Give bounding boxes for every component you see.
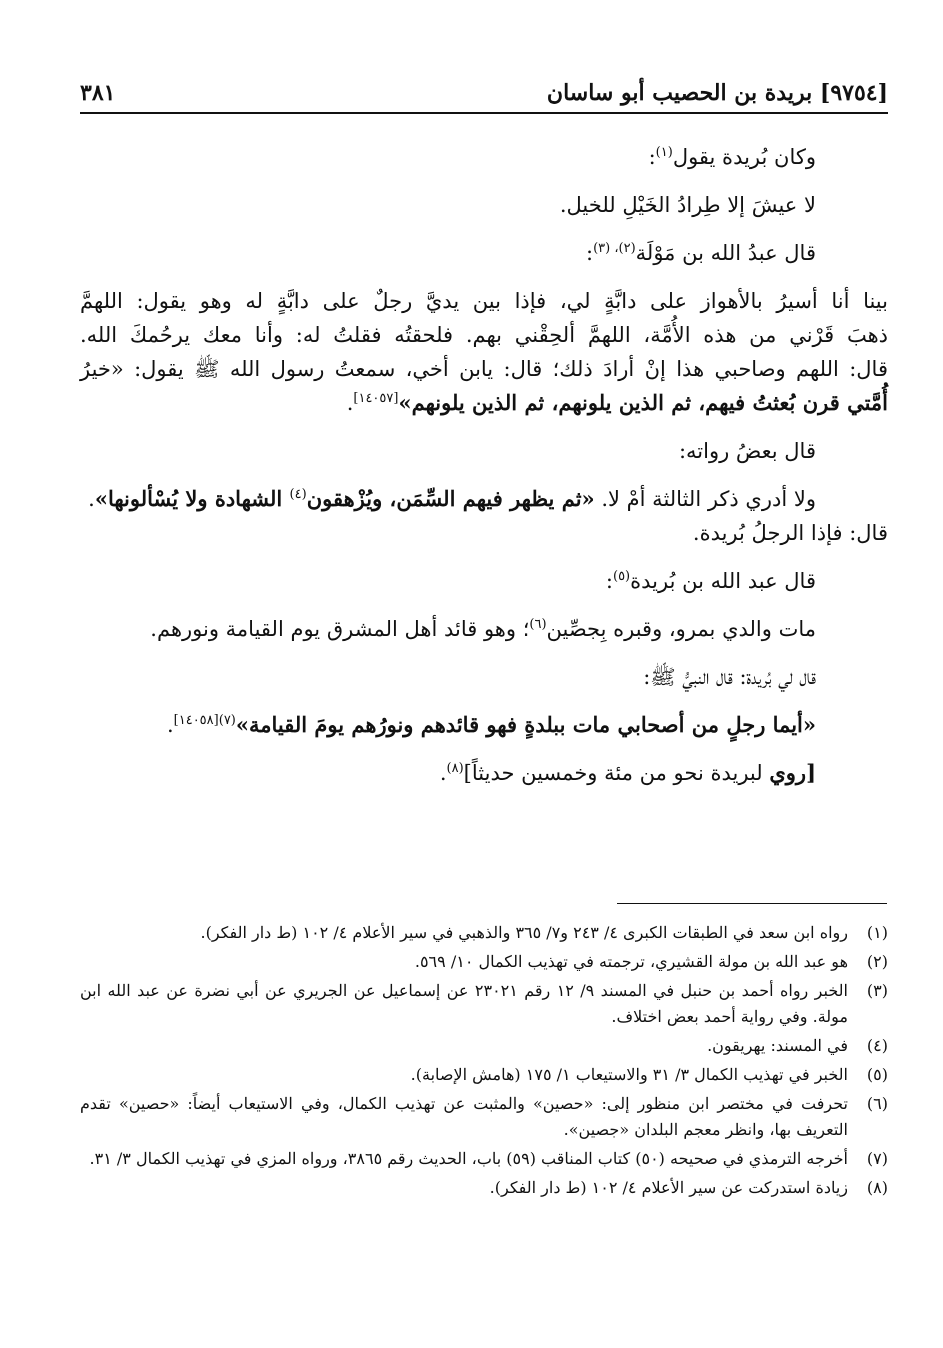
footnote-text: الخبر في تهذيب الكمال ٣/ ٣١ والاستيعاب ١/ ١٧٥ (هامش الإصابة). [410, 1065, 848, 1084]
text-line-1 [80, 140, 888, 174]
text-line-10 [80, 516, 888, 550]
line-punct: : [585, 241, 594, 265]
line-text: لبريدة نحو من مئة وخمسين حديثاً] [463, 761, 770, 785]
line-punct: . [166, 713, 174, 737]
line-text-bold: [روي [769, 760, 816, 785]
footnote [80, 1091, 888, 1143]
footnote [80, 1175, 888, 1201]
text-line-15 [80, 756, 888, 790]
header-title: [٩٧٥٤] بريدة بن الحصيب أبو ساسان [546, 80, 888, 106]
footnote-number: (٧) [866, 1149, 888, 1168]
line-punct: . [346, 391, 354, 415]
footnote-ref-8[interactable]: (٨) [446, 761, 464, 776]
footnote [80, 1033, 888, 1059]
footnote-text: تحرفت في مختصر ابن منظور إلى: «حصين» والمثبت عن تهذيب الكمال، وفي الاستيعاب أيضاً: «حصين» تقدم التعريف بها، وانظر معجم البلدان «جصين». [80, 1094, 848, 1139]
line-text: قال عبد الله بن بُريدة [630, 569, 816, 593]
line-text: وكان بُريدة يقول [672, 145, 816, 169]
footnote-text: الخبر رواه أحمد بن حنبل في المسند ٩/ ١٢ رقم ٢٣٠٢١ عن إسماعيل عن الجريري عن أبي نضرة عن عبد الله ابن مولة. وفي رواية أحمد بعض اختلاف. [80, 981, 848, 1026]
footnote [80, 920, 888, 946]
line-text: ذهبَ قَرْني من هذه الأُمَّة، اللهمَّ ألحِقْني بهم. فلحقتُه فقلتُ له: وأنا معك يرحُمكَ الله. [80, 323, 888, 347]
text-line-8 [80, 434, 888, 468]
footnote-ref-7[interactable]: (٧)[١٤٠٥٨] [173, 713, 236, 728]
footnote-text: في المسند: يهريقون. [707, 1036, 848, 1055]
footnote-number: (٢) [866, 952, 888, 971]
hadith-number-ref[interactable]: [١٤٠٥٧] [353, 391, 399, 406]
line-text: قال: اللهم وصاحبي هذا إنْ أرادَ ذلك؛ قال: يابن أخي، سمعتُ رسول الله ﷺ يقول: «خيرُ [80, 357, 888, 381]
line-text: مات والدي بمرو، وقبره بِجصِّين [546, 617, 816, 641]
text-line-9 [80, 482, 888, 516]
running-header [80, 78, 888, 114]
hadith-text: «ثم يظهر فيهم السِّمَن، ويُزْهقون [306, 486, 595, 511]
line-text: قال عبدُ الله بن مَوْلَة [635, 241, 816, 265]
line-text: قال لي بُريدة: قال النبيُّ ﷺ: [643, 665, 816, 689]
footnote-text: رواه ابن سعد في الطبقات الكبرى ٤/ ٢٤٣ و٧/ ٣٦٥ والذهبي في سير الأعلام ٤/ ١٠٢ (ط دار الفكر). [200, 923, 848, 942]
footnote-ref-5[interactable]: (٥) [612, 569, 631, 584]
footnote-text: أخرجه الترمذي في صحيحه (٥٠) كتاب المناقب (٥٩) باب، الحديث رقم ٣٨٦٥، ورواه المزي في تهذيب الكمال ٣/ ٣١. [89, 1149, 848, 1168]
footnote-number: (٦) [866, 1094, 888, 1113]
footnote-ref-6[interactable]: (٦) [529, 617, 547, 632]
line-text: قال بعضُ رواته: [678, 439, 816, 463]
footnote [80, 1146, 888, 1172]
line-punct: : [605, 569, 613, 593]
footnote-ref-2-3[interactable]: (٢)، (٣) [593, 241, 636, 256]
footnote [80, 978, 888, 1030]
footnote-number: (٣) [866, 981, 888, 1000]
line-text: قال: فإذا الرجلُ بُريدة. [692, 521, 888, 545]
footnote-divider [617, 903, 887, 904]
footnote-text: هو عبد الله بن مولة القشيري، ترجمته في تهذيب الكمال ١٠/ ٥٦٩. [414, 952, 848, 971]
text-line-3 [80, 236, 888, 270]
main-text [80, 140, 888, 790]
text-line-13 [80, 660, 888, 694]
line-punct: . [88, 487, 95, 511]
text-line-7 [80, 386, 888, 420]
hadith-text: أُمَّتي قرن بُعثتُ فيهم، ثم الذين يلونهم، ثم الذين يلونهم» [398, 390, 888, 415]
footnote-number: (٤) [866, 1036, 888, 1055]
line-text-cont: ؛ وهو قائد أهل المشرق يوم القيامة ونورهم. [150, 617, 530, 641]
footnote-ref-4[interactable]: (٤) [289, 487, 307, 502]
line-text: لا عيشَ إلا طِرادُ الخَيْلِ للخيل. [559, 193, 816, 217]
page-number: ٣٨١ [80, 80, 116, 106]
line-punct: : [648, 145, 656, 169]
footnote-number: (٥) [866, 1065, 888, 1084]
footnote [80, 1062, 888, 1088]
hadith-text-cont: الشهادة ولا يُسْألونها» [94, 486, 290, 511]
text-line-14 [80, 708, 888, 742]
footnotes [80, 920, 888, 1204]
text-line-6 [80, 352, 888, 386]
footnote-text: زيادة استدركت عن سير الأعلام ٤/ ١٠٢ (ط دار الفكر). [489, 1178, 848, 1197]
hadith-text: «أيما رجلٍ من أصحابي مات ببلدةٍ فهو قائدهم ونورُهم يومَ القيامة» [235, 712, 816, 737]
footnote-number: (١) [866, 923, 888, 942]
text-line-12 [80, 612, 888, 646]
footnote-ref-1[interactable]: (١) [655, 145, 673, 160]
footnote [80, 949, 888, 975]
text-line-2 [80, 188, 888, 222]
line-text: ولا أدري ذكر الثالثة أمْ لا. [594, 487, 816, 511]
line-text: بينا أنا أسيرُ بالأهواز على دابَّةٍ لي، فإذا بين يديَّ رجلٌ على دابَّةٍ له وهو يقول: اللهمَّ [80, 289, 888, 313]
text-line-4 [80, 284, 888, 318]
footnote-number: (٨) [866, 1178, 888, 1197]
text-line-5 [80, 318, 888, 352]
line-punct: . [439, 761, 447, 785]
text-line-11 [80, 564, 888, 598]
